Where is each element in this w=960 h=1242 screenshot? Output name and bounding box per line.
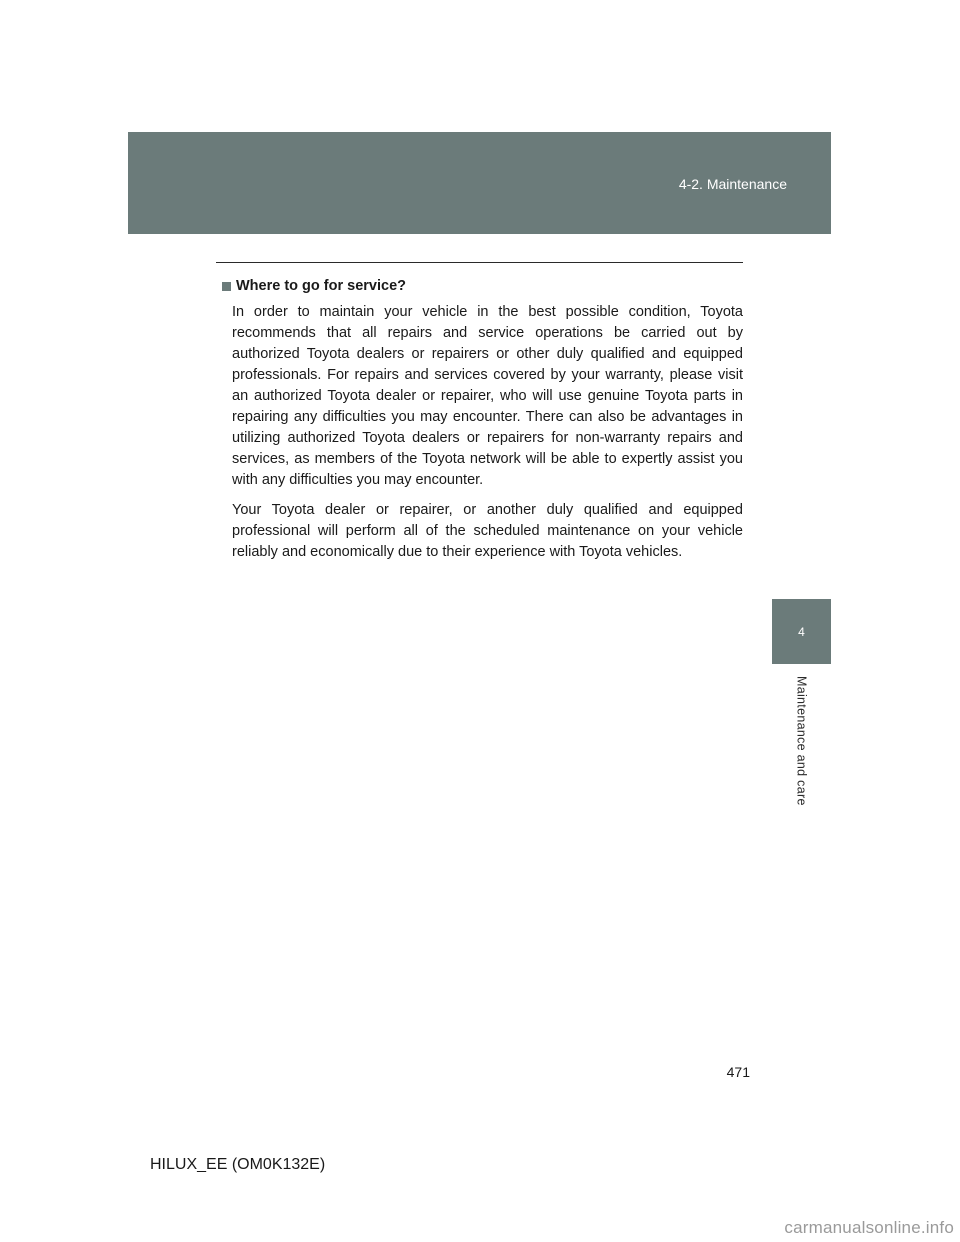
square-bullet-icon xyxy=(222,282,231,291)
chapter-label xyxy=(772,676,831,816)
subsection-heading xyxy=(222,278,743,294)
heading-text: Where to go for service? xyxy=(236,278,407,294)
document-code: HILUX_EE (OM0K132E) xyxy=(150,1156,326,1173)
page-number: 471 xyxy=(726,1064,750,1080)
paragraph: In order to maintain your vehicle in the best possible condition, Toyota recommends that all repairs and service operations be carried out by authorized Toyota dealers or repairers or other duly qualified and equipped professionals. For repairs and services covered by your warranty, please visit an authorized Toyota dealer or repairer, who will use genuine Toyota parts in repairing any difficulties you may encounter. There can also be advantages in utilizing authorized Toyota dealers or repairers for non-warranty repairs and services, as members of the Toyota network will be able to expertly assist you with any difficulties you may encounter. xyxy=(232,304,743,488)
watermark-text: carmanualsonline.info xyxy=(784,1218,954,1237)
section-divider xyxy=(216,262,743,263)
paragraph: Your Toyota dealer or repairer, or another duly qualified and equipped professional will perform all of the scheduled maintenance on your vehicle reliably and economically due to their experience with Toyota vehicles. xyxy=(232,502,743,560)
header-bar xyxy=(128,132,831,234)
chapter-number: 4 xyxy=(798,624,805,639)
section-title: 4-2. Maintenance xyxy=(678,176,787,192)
chapter-tab[interactable] xyxy=(772,599,831,664)
main-content xyxy=(222,278,743,572)
chapter-label-text: Maintenance and care xyxy=(794,676,809,806)
